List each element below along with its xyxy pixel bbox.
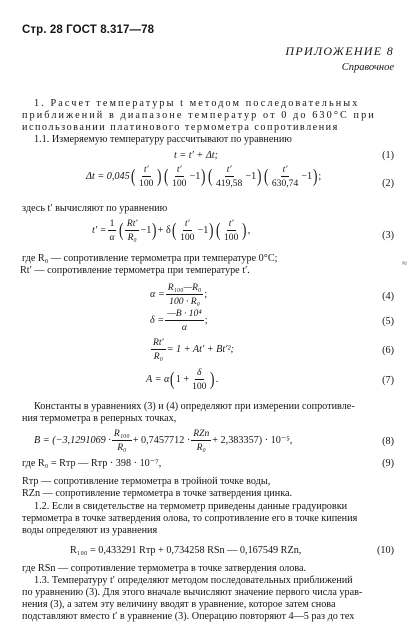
eq2-lhs: Δt = 0,045 — [86, 171, 130, 182]
equation-7: A = α ( 1 + $\frac{\delta}{100}$ ) . — [146, 367, 219, 392]
equation-4: α = $\frac{\text{R₁₀₀—R₀}}{\text{100 · R₀}}$ ; — [150, 282, 208, 307]
margin-mark: ≈ — [402, 258, 407, 268]
eq3-fraction-3: $\frac{t'}{100}$ — [180, 218, 195, 243]
equation-4-number: (4) — [382, 291, 394, 302]
equation-1: t = t′ + Δt; — [174, 150, 219, 161]
equation-7-number: (7) — [382, 375, 394, 386]
equation-6: $\frac{Rt'}{\text{R₀}}$ = 1 + At′ + Bt′²; — [153, 337, 234, 362]
equation-8: B = (−3,1291069 · $\frac{\text{R₁₀₀}}{\text{R₀}}$ + 0,7457712 · $\frac{\text{RZn}}{\text{R₀}}$ + 2,383357) · 10⁻⁵, — [34, 428, 293, 453]
eq3-fraction-1: $\frac{1}{\alpha}$ — [109, 218, 115, 243]
definition-rtp: Rтр — сопротивление термометра в тройной точке воды, — [22, 476, 271, 487]
equation-3: t′ = $\frac{1}{\alpha}$ ( $\frac{Rt'}{\text{R₀}}$ −1 ) + δ ( $\frac{t'}{100}$ −1 ) ( $\frac{t'}{100}$ ) , — [92, 218, 251, 243]
eq3-fraction-2: $\frac{Rt'}{\text{R₀}}$ — [126, 218, 138, 243]
equation-5-number: (5) — [382, 316, 394, 327]
definition-rt: Rt′ — сопротивление термометра при температуре t′. — [20, 265, 250, 276]
eq2-fraction-1: $\frac{t'}{100}$ — [139, 164, 154, 189]
section-heading-line-1: 1. Расчет температуры t методом последовательных — [34, 98, 360, 109]
text-after-eq2: здесь t′ вычисляют по уравнению — [22, 203, 168, 214]
paragraph-1-3-line-2: по уравнению (3). Для этого вначале вычисляют значение первого числа урав- — [22, 587, 363, 598]
equation-3-number: (3) — [382, 230, 394, 241]
appendix-title: ПРИЛОЖЕНИЕ 8 — [285, 44, 394, 58]
equation-5: δ = $\frac{\text{—B · 10⁴}}{\alpha}$ ; — [150, 308, 208, 333]
equation-9: где R₀ = Rтр — Rтр · 398 · 10⁻⁷, — [22, 458, 162, 469]
equation-1-number: (1) — [382, 150, 394, 161]
eq2-fraction-4: $\frac{t'}{630,74}$ — [271, 164, 299, 189]
section-heading-line-3: использовании платинового термометра сопротивления — [22, 122, 339, 133]
paragraph-constants-line-2: ния термометра в реперных точках, — [22, 413, 177, 424]
equation-10-number: (10) — [377, 545, 394, 556]
paragraph-1-3-line-1: 1.3. Температуру t′ определяют методом последовательных приближений — [34, 575, 353, 586]
paragraph-constants-line-1: Константы в уравнениях (3) и (4) определяют при измерении сопротивле- — [34, 401, 355, 412]
section-heading-line-2: приближений в диапазоне температур от 0 до 630°С при — [22, 110, 376, 121]
equation-9-number: (9) — [382, 458, 394, 469]
paragraph-1-3-line-4: подставляют вместо t′ в уравнение (3). Операцию повторяют 4—5 раз до тех — [22, 611, 355, 622]
equation-6-number: (6) — [382, 345, 394, 356]
definition-r0: где R₀ — сопротивление термометра при температуре 0°С; — [22, 253, 278, 264]
paragraph-1-2-line-3: воды определяют из уравнения — [22, 525, 158, 536]
definition-rsn: где RSn — сопротивление термометра в точке затвердения олова. — [22, 563, 307, 574]
equation-8-number: (8) — [382, 436, 394, 447]
appendix-subtitle: Справочное — [341, 62, 394, 73]
eq2-fraction-2: $\frac{t'}{100}$ — [172, 164, 187, 189]
equation-10: R₁₀₀ = 0,433291 Rтр + 0,734258 RSn — 0,167549 RZn, — [70, 545, 302, 556]
equation-2: Δt = 0,045 ( $\frac{t'}{100}$ ) ( $\frac{t'}{100}$ −1 ) ( $\frac{t'}{419,58}$ −1 ) ( $\frac{t'}{630,74}$ −1 ) ; — [86, 164, 322, 189]
paragraph-1-1: 1.1. Измеряемую температуру рассчитывают по уравнению — [34, 134, 292, 145]
paragraph-1-3-line-3: нения (3), а затем эту величину вводят в уравнение, которое затем снова — [22, 599, 336, 610]
equation-2-number: (2) — [382, 178, 394, 189]
definition-rzn: RZn — сопротивление термометра в точке затвердения цинка. — [22, 488, 293, 499]
paragraph-1-2-line-1: 1.2. Если в свидетельстве на термометр приведены данные градуировки — [34, 501, 348, 512]
eq3-fraction-4: $\frac{t'}{100}$ — [223, 218, 239, 243]
page-header: Стр. 28 ГОСТ 8.317—78 — [22, 24, 155, 36]
paragraph-1-2-line-2: термометра в точке затвердения олова, то сопротивление его в точке кипения — [22, 513, 358, 524]
eq2-fraction-3: $\frac{t'}{419,58}$ — [215, 164, 243, 189]
